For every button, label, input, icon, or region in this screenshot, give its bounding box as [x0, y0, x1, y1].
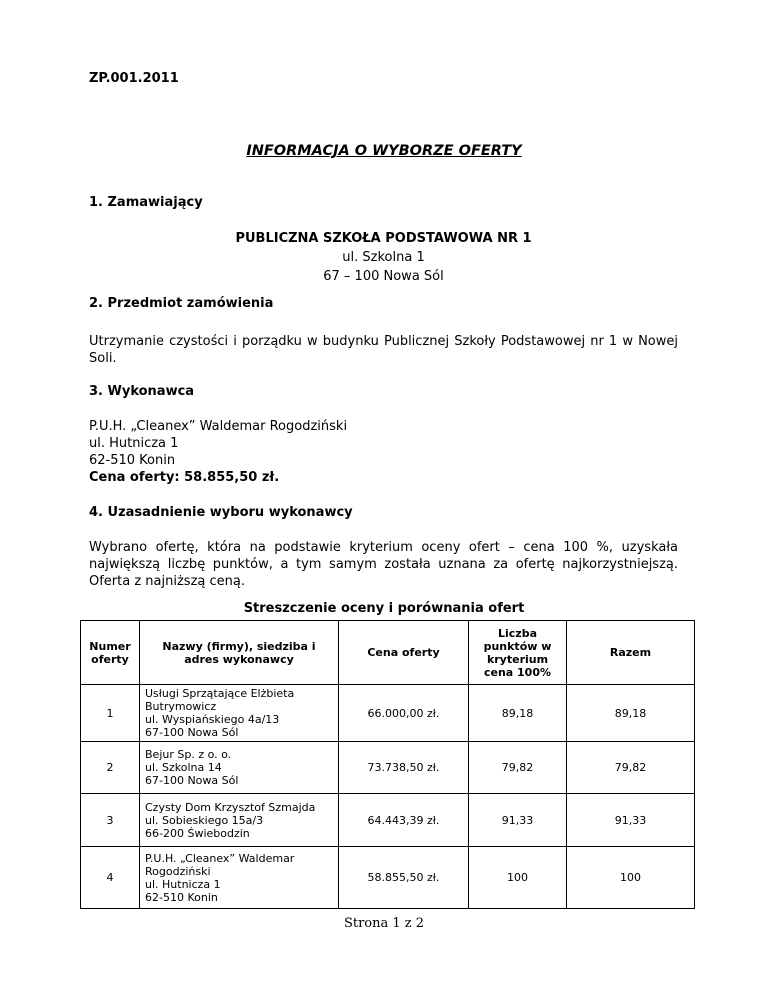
- section3-heading: 3. Wykonawca: [89, 384, 195, 399]
- table-row: [81, 742, 695, 794]
- page-number: Strona 1 z 2: [343, 916, 425, 931]
- contractor-line: Bejur Sp. z o. o.: [145, 748, 232, 761]
- contractor-price: Cena oferty: 58.855,50 zł.: [89, 470, 280, 485]
- section2-heading: 2. Przedmiot zamówienia: [89, 296, 274, 311]
- table-row: [81, 685, 695, 742]
- contractor-block: [89, 418, 347, 486]
- section4-text: Wybrano ofertę, która na podstawie kryterium oceny ofert – cena 100 %, uzyskała największą liczbę punktów, a tym samym została uznana za ofertę najkorzystniejszą. Oferta z najniższą ceną.: [89, 540, 678, 589]
- offer-points: 79,82: [469, 742, 567, 794]
- header-points: Liczba punktów w kryterium cena 100%: [469, 621, 567, 685]
- authority-name: PUBLICZNA SZKOŁA PODSTAWOWA NR 1: [235, 231, 532, 246]
- offer-contractor: [140, 685, 339, 742]
- offer-total: 89,18: [567, 685, 695, 742]
- section2-text: Utrzymanie czystości i porządku w budynku Publicznej Szkoły Podstawowej nr 1 w Nowej Soli.: [89, 334, 678, 366]
- offer-points: 91,33: [469, 794, 567, 847]
- offer-number: 1: [81, 685, 140, 742]
- contractor-line: ul. Hutnicza 1: [145, 877, 221, 891]
- contractor-line: P.U.H. „Cleanex” Waldemar Rogodziński: [145, 851, 295, 878]
- contractor-line: ul. Szkolna 14: [145, 761, 222, 774]
- header-contractor: Nazwy (firmy), siedziba i adres wykonawcy: [140, 621, 339, 685]
- offer-price: 66.000,00 zł.: [339, 685, 469, 742]
- offer-number: 2: [81, 742, 140, 794]
- section4-heading: 4. Uzasadnienie wyboru wykonawcy: [89, 505, 353, 520]
- contractor-line: 66-200 Świebodzin: [145, 826, 250, 840]
- contractor-line: ul. Wyspiańskiego 4a/13: [145, 713, 280, 726]
- offers-summary-table: [80, 620, 695, 909]
- contractor-street: ul. Hutnicza 1: [89, 436, 179, 451]
- contractor-line: ul. Sobieskiego 15a/3: [145, 813, 264, 827]
- section1-heading: 1. Zamawiający: [89, 195, 203, 210]
- offer-price: 58.855,50 zł.: [339, 847, 469, 909]
- contractor-line: 67-100 Nowa Sól: [145, 774, 239, 787]
- header-offer-number: Numer oferty: [81, 621, 140, 685]
- contractor-line: Czysty Dom Krzysztof Szmajda: [145, 800, 316, 814]
- offer-points: 100: [469, 847, 567, 909]
- offer-contractor: [140, 742, 339, 794]
- contractor-line: 67-100 Nowa Sól: [145, 726, 239, 739]
- offer-price: 73.738,50 zł.: [339, 742, 469, 794]
- offer-total: 79,82: [567, 742, 695, 794]
- document-title: INFORMACJA O WYBORZE OFERTY: [246, 143, 522, 159]
- offer-contractor: [140, 794, 339, 847]
- contractor-name: P.U.H. „Cleanex” Waldemar Rogodziński: [89, 419, 348, 434]
- offer-points: 89,18: [469, 685, 567, 742]
- authority-street: ul. Szkolna 1: [342, 250, 425, 265]
- offer-price: 64.443,39 zł.: [339, 794, 469, 847]
- offer-number: 4: [81, 847, 140, 909]
- offer-contractor: [140, 847, 339, 909]
- contractor-city: 62-510 Konin: [89, 453, 176, 468]
- offer-total: 91,33: [567, 794, 695, 847]
- contracting-authority-block: [89, 229, 678, 286]
- table-header-row: [81, 621, 695, 685]
- document-reference: ZP.001.2011: [89, 71, 179, 86]
- header-total: Razem: [567, 621, 695, 685]
- offer-number: 3: [81, 794, 140, 847]
- header-price: Cena oferty: [339, 621, 469, 685]
- table-row: [81, 794, 695, 847]
- offer-total: 100: [567, 847, 695, 909]
- table-row: [81, 847, 695, 909]
- contractor-line: 62-510 Konin: [145, 890, 218, 904]
- summary-title: Streszczenie oceny i porównania ofert: [243, 601, 525, 616]
- contractor-line: Usługi Sprzątające Elżbieta Butrymowicz: [145, 687, 295, 713]
- authority-city: 67 – 100 Nowa Sól: [323, 269, 444, 284]
